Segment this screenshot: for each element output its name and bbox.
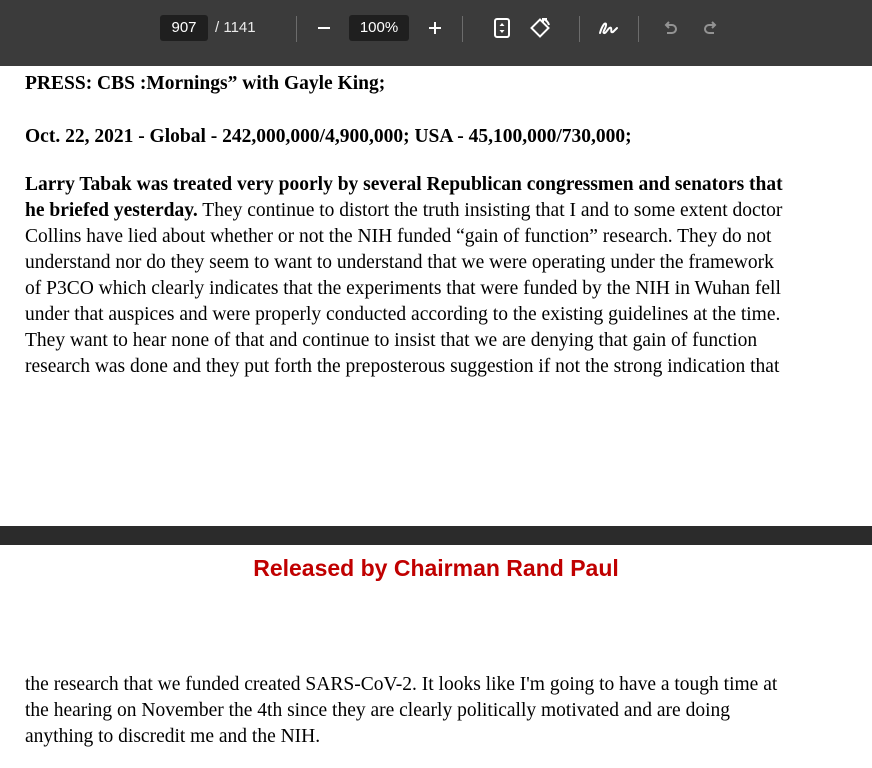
plus-icon [427, 20, 443, 36]
paragraph-line: anything to discredit me and the NIH. [25, 726, 321, 747]
paragraph-line: research was done and they put forth the preposterous suggestion if not the strong indication that [25, 356, 780, 377]
zoom-level-input[interactable]: 100% [349, 15, 409, 41]
undo-button[interactable] [656, 14, 684, 42]
zoom-out-button[interactable] [310, 14, 338, 42]
minus-icon [316, 20, 332, 36]
rotate-button[interactable] [526, 14, 554, 42]
paragraph-line: understand nor do they seem to want to understand that we were operating under the framework [25, 252, 774, 273]
toolbar-divider [579, 16, 580, 42]
page-number-input[interactable]: 907 [160, 15, 208, 41]
paragraph-line: under that auspices and were properly conducted according to the existing guidelines at the time. [25, 304, 781, 325]
page-separator [0, 526, 872, 545]
paragraph-line [25, 199, 782, 223]
fit-page-icon [493, 18, 511, 38]
fit-page-button[interactable] [488, 14, 516, 42]
zoom-in-button[interactable] [421, 14, 449, 42]
page-total-count: / 1141 [215, 19, 256, 36]
toolbar-divider [462, 16, 463, 42]
pdf-page [0, 545, 872, 768]
rotate-icon [529, 17, 551, 39]
date-stats-line: Oct. 22, 2021 - Global - 242,000,000/4,900,000; USA - 45,100,000/730,000; [25, 126, 632, 147]
paragraph-line: the research that we funded created SARS-CoV-2. It looks like I'm going to have a tough time at [25, 674, 778, 695]
redo-icon [702, 19, 720, 37]
paragraph-span: They continue to distort the truth insisting that I and to some extent doctor [197, 200, 783, 221]
paragraph-bold-span: he briefed yesterday. [25, 200, 198, 221]
release-watermark: Released by Chairman Rand Paul [253, 555, 619, 581]
paragraph-line: Collins have lied about whether or not the NIH funded “gain of function” research. They do not [25, 226, 772, 247]
paragraph-line: They want to hear none of that and continue to insist that we are denying that gain of function [25, 330, 758, 351]
paragraph-line: the hearing on November the 4th since they are clearly politically motivated and are doing [25, 700, 730, 721]
toolbar-divider [296, 16, 297, 42]
paragraph-line: of P3CO which clearly indicates that the experiments that were funded by the NIH in Wuhan fell [25, 278, 781, 299]
pdf-page [0, 66, 872, 526]
undo-icon [661, 19, 679, 37]
pen-icon [597, 18, 619, 38]
annotate-button[interactable] [594, 14, 622, 42]
press-line: PRESS: CBS :Mornings” with Gayle King; [25, 73, 386, 94]
toolbar-divider [638, 16, 639, 42]
redo-button[interactable] [697, 14, 725, 42]
paragraph-line: Larry Tabak was treated very poorly by several Republican congressmen and senators that [25, 174, 783, 195]
pdf-toolbar [0, 0, 872, 66]
